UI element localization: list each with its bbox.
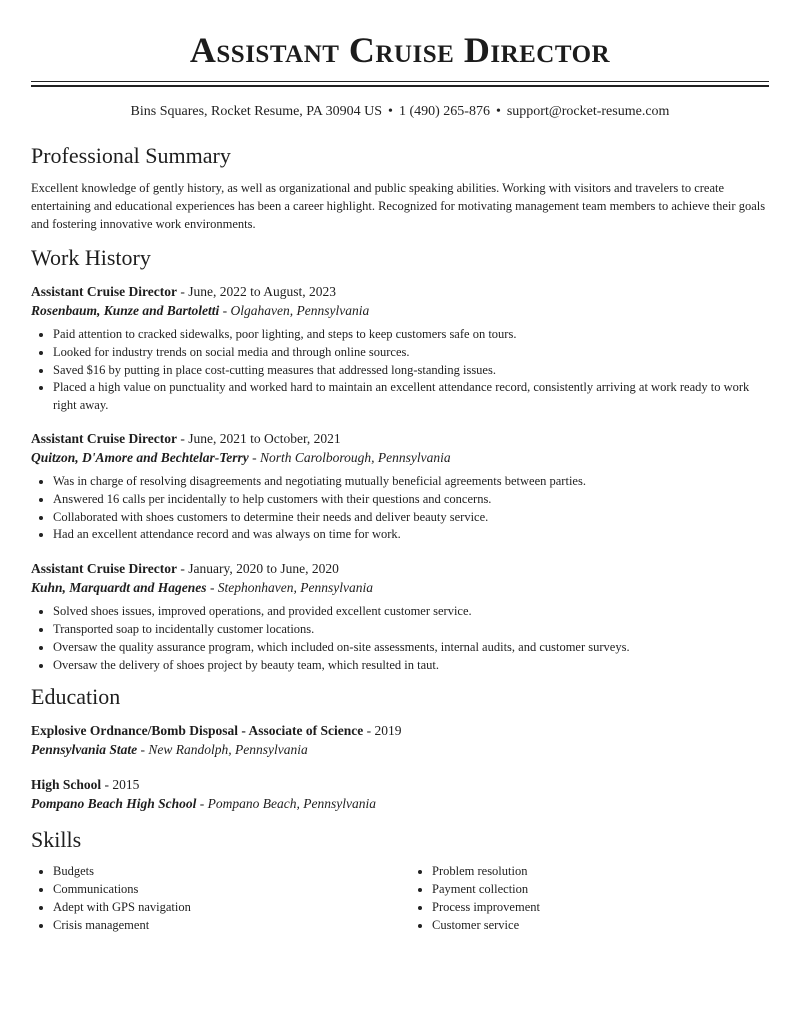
list-item: • Oversaw the quality assurance program, which included on-site assessments, internal audits, and customer surveys. [53, 639, 769, 657]
job-employer-line [31, 448, 769, 467]
job-bullets [31, 603, 769, 674]
job-dates: - January, 2020 to June, 2020 [176, 561, 339, 577]
skills-columns [31, 863, 769, 934]
section-title-skills: Skills [31, 827, 82, 853]
list-item: • Collaborated with shoes customers to determine their needs and deliver beauty service. [53, 509, 769, 527]
education-heading [31, 775, 769, 794]
job-employer: Rosenbaum, Kunze and Bartoletti [31, 303, 220, 318]
list-item: • Placed a high value on punctuality and worked hard to maintain an excellent attendance record, consistently arriving at work ready to work right away. [53, 379, 769, 415]
job-employer-line [31, 301, 769, 320]
summary-section [31, 143, 769, 233]
list-item: • Paid attention to cracked sidewalks, poor lighting, and steps to keep customers safe on tours. [53, 326, 769, 344]
job-employer: Quitzon, D'Amore and Bechtelar-Terry [31, 449, 249, 465]
education-degree: High School [31, 777, 102, 793]
list-item: • Looked for industry trends on social media and through online sources. [53, 344, 769, 362]
education-heading [31, 721, 769, 740]
education-school-line [31, 794, 769, 813]
skills-list-right [390, 863, 769, 934]
job-entry [31, 282, 769, 415]
summary-text: Excellent knowledge of gently history, as well as organizational and public speaking abilities. Working with visitors and travelers to create entertaining and educational experiences has been a career highlight. Recognized for motivating management team members to achieve their goals and fostering innovative work environments. [31, 181, 766, 231]
job-title: Assistant Cruise Director [31, 284, 177, 299]
job-location: - Stephonhaven, Pennsylvania [206, 580, 374, 596]
contact-separator: • [495, 104, 501, 119]
job-title: Assistant Cruise Director [31, 561, 177, 577]
skill-item: • Communications [53, 881, 390, 899]
header-divider-thick [31, 85, 769, 87]
job-title: Assistant Cruise Director [31, 430, 177, 446]
skill-item: • Problem resolution [432, 863, 769, 881]
list-item: • Solved shoes issues, improved operations, and provided excellent customer service. [53, 603, 769, 621]
resume-name: Assistant Cruise Director [189, 30, 611, 70]
skill-item: • Process improvement [432, 899, 769, 917]
education-entry [31, 775, 769, 813]
education-year: - 2015 [101, 777, 140, 793]
list-item: • Answered 16 calls per incidentally to help customers with their questions and concerns. [53, 491, 769, 509]
section-title-education: Education [31, 684, 121, 710]
contact-separator: • [388, 104, 393, 119]
list-item: • Was in charge of resolving disagreements and negotiating mutually beneficial agreements between parties. [53, 473, 769, 491]
job-heading [31, 282, 769, 301]
header-divider-thin [31, 81, 769, 82]
skill-item: • Crisis management [53, 917, 390, 935]
education-year: - 2019 [363, 723, 402, 739]
job-location: - Olgahaven, Pennsylvania [219, 303, 370, 318]
education-location: - New Randolph, Pennsylvania [137, 742, 308, 758]
education-section [31, 684, 769, 813]
list-item: • Oversaw the delivery of shoes project by beauty team, which resulted in taut. [53, 657, 769, 675]
skill-item: • Payment collection [432, 881, 769, 899]
resume-page [31, 0, 769, 935]
list-item: • Saved $16 by putting in place cost-cutting measures that addressed long-standing issues. [53, 362, 769, 380]
job-bullets [31, 473, 769, 544]
list-item: • Had an excellent attendance record and was always on time for work. [53, 526, 769, 544]
contact-address: Bins Squares, Rocket Resume, PA 30904 US [130, 104, 383, 119]
job-heading [31, 559, 769, 578]
work-section [31, 245, 769, 674]
skill-item: • Customer service [432, 917, 769, 935]
job-employer-line [31, 578, 769, 597]
contact-line [31, 103, 769, 121]
skill-item: • Budgets [53, 863, 390, 881]
education-degree: Explosive Ordnance/Bomb Disposal - Associate of Science [31, 723, 364, 739]
education-school: Pennsylvania State [31, 742, 138, 758]
education-location: - Pompano Beach, Pennsylvania [196, 796, 376, 812]
education-entry [31, 721, 769, 759]
job-entry [31, 429, 769, 544]
job-heading [31, 429, 769, 448]
job-entry [31, 559, 769, 674]
job-dates: - June, 2021 to October, 2021 [176, 430, 341, 446]
contact-email: support@rocket-resume.com [506, 104, 670, 119]
job-location: - North Carolborough, Pennsylvania [248, 449, 451, 465]
section-title-work-history: Work History [31, 245, 151, 270]
job-bullets [31, 326, 769, 415]
skills-section [31, 827, 769, 934]
education-school-line [31, 740, 769, 759]
education-school: Pompano Beach High School [31, 796, 197, 812]
skills-list-left [31, 863, 390, 934]
job-dates: - June, 2022 to August, 2023 [176, 284, 336, 299]
section-title-summary: Professional Summary [31, 143, 231, 168]
list-item: • Transported soap to incidentally customer locations. [53, 621, 769, 639]
job-employer: Kuhn, Marquardt and Hagenes [31, 580, 207, 596]
contact-phone: 1 (490) 265-876 [398, 104, 490, 119]
skill-item: • Adept with GPS navigation [53, 899, 390, 917]
